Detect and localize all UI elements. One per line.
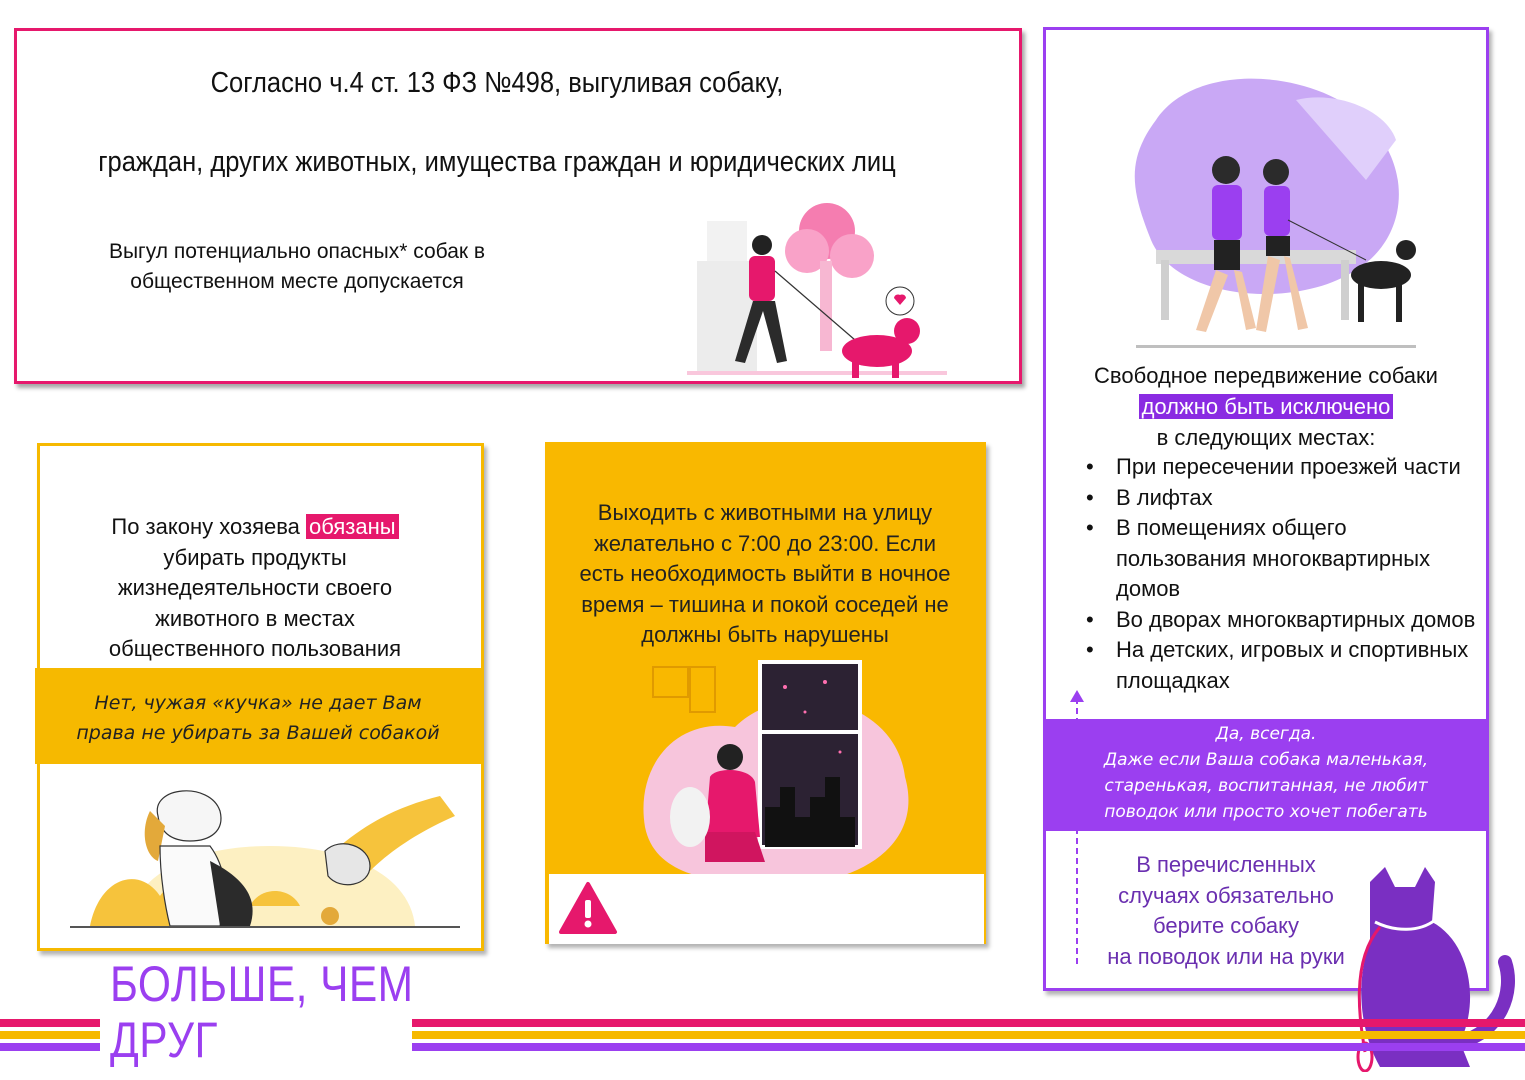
walk-text	[107, 237, 487, 297]
law-line-2: граждан, других животных, имущества граждан и юридических лиц	[98, 146, 896, 178]
banner-line-1: Да, всегда.	[1215, 724, 1317, 744]
night-line-4: время – тишина и покой соседей не	[581, 591, 949, 617]
list-item: • В лифтах	[1086, 483, 1481, 514]
list-item: • В помещениях общего пользования многоквартирных домов	[1086, 513, 1481, 605]
night-walk-text	[565, 498, 965, 651]
night-line-2: желательно с 7:00 до 23:00. Если	[594, 530, 936, 556]
banner-line-4: поводок или просто хочет побегать	[1104, 802, 1428, 822]
stripe-purple-right	[412, 1043, 1525, 1051]
cleanup-highlight: обязаны	[306, 514, 399, 539]
woman-at-window-night-illustration	[635, 657, 925, 887]
stripe-yellow-right	[412, 1031, 1525, 1039]
warning-icon	[557, 880, 619, 936]
places-list	[1086, 452, 1481, 696]
stripe-yellow-left	[0, 1031, 100, 1039]
banner-line-3: старенькая, воспитанная, не любит	[1104, 776, 1428, 796]
couple-walking-dog-illustration	[1116, 60, 1436, 360]
list-item: • При пересечении проезжей части	[1086, 452, 1481, 483]
walk-line-1: Выгул потенциально опасных* собак в	[108, 240, 486, 263]
free-highlight: должно быть исключено	[1139, 394, 1394, 419]
night-line-5: должны быть нарушены	[641, 622, 889, 647]
law-line-1: Согласно ч.4 ст. 13 ФЗ №498, выгуливая собаку,	[210, 67, 784, 99]
law-card	[14, 28, 1022, 384]
night-line-3: есть необходимость выйти в ночное	[579, 561, 951, 586]
cat-with-leash-illustration	[1340, 862, 1525, 1072]
free-movement-text	[1046, 360, 1486, 453]
banner-line-1: Нет, чужая «кучка» не дает Вам	[94, 692, 422, 714]
banner-line-2: Даже если Ваша собака маленькая,	[1103, 750, 1429, 770]
brand-title	[110, 956, 413, 1068]
cleanup-line-3: жизнедеятельности своего	[117, 575, 393, 600]
cleanup-line-4: животного в местах	[155, 605, 355, 631]
cleanup-line-5: общественного пользования	[108, 636, 402, 661]
stripe-pink-left	[0, 1019, 100, 1027]
leash-text	[1076, 850, 1376, 972]
woman-walking-dog-illustration	[687, 201, 947, 381]
warning-box	[549, 874, 984, 944]
stripe-pink-right	[412, 1019, 1525, 1027]
arrow-up-icon	[1070, 690, 1084, 702]
free-movement-card	[1043, 27, 1489, 991]
leash-line-3: берите собаку	[1153, 913, 1299, 938]
cleanup-pre: По закону хозяева	[111, 514, 300, 539]
brand-line-1: БОЛЬШЕ, ЧЕМ	[110, 956, 414, 1012]
leash-line-2: случаях обязательно	[1118, 882, 1334, 908]
always-banner	[1046, 719, 1486, 831]
brand-line-2: ДРУГ	[110, 1012, 218, 1068]
free-line-3: в следующих местах:	[1156, 425, 1376, 450]
stripe-purple-left	[0, 1043, 100, 1051]
leash-line-1: В перечисленных	[1136, 852, 1316, 877]
list-item: • На детских, игровых и спортивных площадках	[1086, 635, 1481, 696]
cleanup-text	[40, 512, 470, 665]
cleanup-card	[37, 443, 484, 951]
no-excuse-banner	[35, 668, 481, 764]
walk-line-2: общественном месте допускается	[130, 270, 464, 293]
leash-line-4: на поводок или на руки	[1107, 943, 1345, 969]
beagle-cleanup-illustration	[70, 776, 460, 936]
banner-line-2: права не убирать за Вашей собакой	[76, 722, 440, 744]
list-item: • Во дворах многоквартирных домов	[1086, 605, 1481, 636]
night-line-1: Выходить с животными на улицу	[597, 500, 933, 525]
cleanup-line-2: убирать продукты	[163, 544, 347, 570]
free-line-1: Свободное передвижение собаки	[1094, 363, 1438, 388]
night-walk-card	[545, 442, 986, 944]
